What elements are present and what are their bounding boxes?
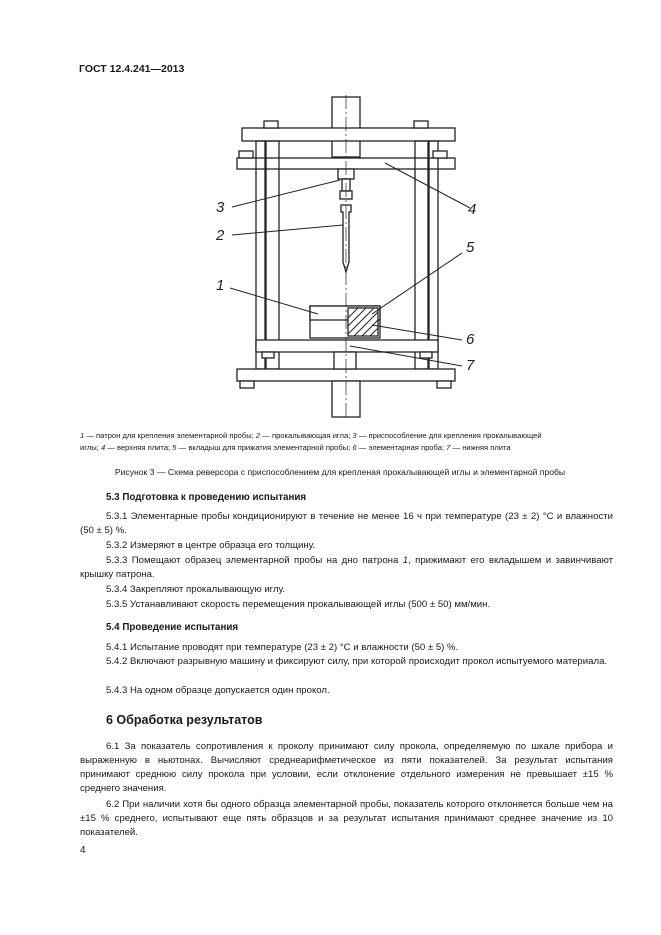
- figure-label-4: 4: [468, 201, 477, 218]
- para-5-3-5: 5.3.5 Устанавливают скорость перемещения прокалывающей иглы (500 ± 50) мм/мин.: [106, 599, 491, 610]
- figure-caption: Рисунок 3 — Схема реверсора с приспособлением для крепленая прокалывающей иглы и элементарной пробы: [114, 467, 566, 477]
- section-5-4-title: 5.4 Проведение испытания: [106, 622, 239, 633]
- lower-plate: [256, 340, 438, 352]
- left-inner-column: [266, 141, 279, 369]
- para-5-4-3: 5.4.3 На одном образце допускается один прокол.: [106, 685, 330, 696]
- figure-label-6: 6: [466, 331, 475, 348]
- para-6-1: 6.1 За показатель сопротивления к проколу принимают силу прокола, определяемую по шкале прибора и выраженную в ньютонах. Вычисляют среднеарифметическое из пяти показателей. За результат испытания принимают среднюю силу прокола при условии, если отклонение отдельного измерения не превышает ±15 % среднего значения.: [80, 741, 613, 794]
- para-5-4-2: 5.4.2 Включают разрывную машину и фиксируют силу, при которой происходит прокол испытуемого материала.: [106, 656, 608, 667]
- para-5-3-1: 5.3.1 Элементарные пробы кондиционируют в течение не менее 16 ч при температуре (23 ± 2) °С и влажности (50 ± 5) %.: [80, 511, 613, 536]
- page-number: 4: [80, 845, 86, 856]
- para-6-2: 6.2 При наличии хотя бы одного образца элементарной пробы, показатель которого отклоняется больше чем на ±15 % среднего, испытывают еще пять образцов и за результат испытания принимают среднее значение из 10 показателей.: [80, 799, 613, 838]
- para-5-3-3: 5.3.3 Помещают образец элементарной пробы на дно патрона 1, прижимают его вкладышем и завинчивают крышку патрона.: [80, 555, 613, 580]
- section-6-title: 6 Обработка результатов: [106, 713, 263, 727]
- reverser-figure: [200, 92, 500, 422]
- right-inner-column: [415, 141, 428, 369]
- section-5-3-title: 5.3 Подготовка к проведению испытания: [106, 492, 307, 503]
- figure-label-7: 7: [466, 357, 475, 374]
- figure-label-5: 5: [466, 239, 475, 256]
- top-crossbar: [242, 128, 455, 141]
- para-5-4-1: 5.4.1 Испытание проводят при температуре (23 ± 2) °С и влажности (50 ± 5) %.: [106, 642, 459, 653]
- figure-label-1: 1: [216, 277, 225, 294]
- left-outer-column: [256, 141, 265, 369]
- figure-label-3: 3: [216, 199, 225, 216]
- document-header: ГОСТ 12.4.241—2013: [79, 63, 185, 75]
- para-5-3-2: 5.3.2 Измеряют в центре образца его толщину.: [106, 540, 316, 551]
- figure-label-2: 2: [216, 227, 225, 244]
- figure-legend: 1 — патрон для крепления элементарной пробы; 2 — прокалывающая игла; 3 — приспособление для крепления прокалывающей иглы; 4 — верхняя плита; 5 — вкладыш для прижатия элементарной пробы; 6 — элементарная проба; 7 — нижняя плита: [80, 431, 542, 452]
- para-5-3-4: 5.3.4 Закрепляют прокалывающую иглу.: [106, 584, 286, 595]
